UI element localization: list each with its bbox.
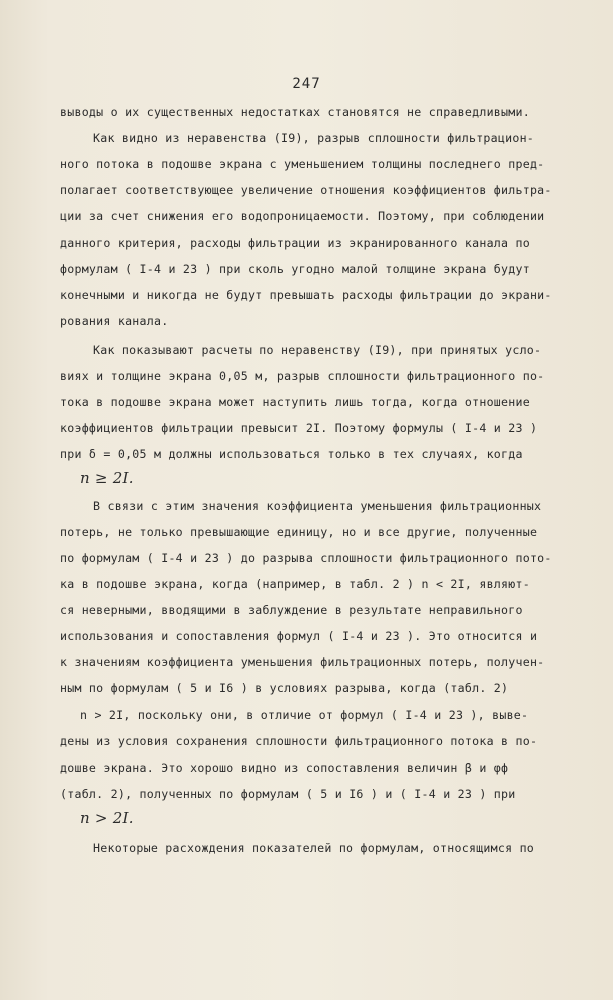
text-line-8: конечными и никогда не будут превышать расходы фильтрации до экрани- (60, 288, 552, 302)
text-line-23: ным по формулам ( 5 и I6 ) в условиях разрыва, когда (табл. 2) (60, 681, 509, 695)
text-line-14: при δ = 0,05 м должны использоваться только в тех случаях, когда (60, 447, 523, 461)
text-line-5: ции за счет снижения его водопроницаемости. Поэтому, при соблюдении (60, 209, 545, 223)
text-line-2: Как видно из неравенства (I9), разрыв сплошности фильтрацион- (93, 131, 535, 145)
text-line-22: к значениям коэффициента уменьшения фильтрационных потерь, получен- (60, 655, 545, 669)
text-line-1: выводы о их существенных недостатках становятся не справедливыми. (60, 105, 530, 119)
text-line-7: формулам ( I-4 и 23 ) при сколь угодно малой толщине экрана будут (60, 262, 530, 276)
text-line-27: (табл. 2), полученных по формулам ( 5 и I6 ) и ( I-4 и 23 ) при (60, 787, 516, 801)
text-line-4: полагает соответствующее увеличение отношения коэффициентов фильтра- (60, 183, 552, 197)
text-line-12: тока в подошве экрана может наступить лишь тогда, когда отношение (60, 395, 530, 409)
text-line-26: дошве экрана. Это хорошо видно из сопоставления величин β и φф (60, 761, 509, 775)
text-line-9: рования канала. (60, 314, 169, 328)
text-line-29: Некоторые расхождения показателей по формулам, относящимся по (93, 841, 535, 855)
text-line-16: В связи с этим значения коэффициента уменьшения фильтрационных (93, 499, 542, 513)
text-line-24: n > 2I, поскольку они, в отличие от формул ( I-4 и 23 ), выве- (80, 708, 529, 722)
text-line-11: виях и толщине экрана 0,05 м, разрыв сплошности фильтрационного по- (60, 369, 545, 383)
text-line-10: Как показывают расчеты по неравенству (I9), при принятых усло- (93, 343, 542, 357)
text-line-21: использования и сопоставления формул ( I-4 и 23 ). Это относится и (60, 629, 538, 643)
text-line-18: по формулам ( I-4 и 23 ) до разрыва сплошности фильтрационного пото- (60, 551, 552, 565)
text-line-28: n > 2I. (80, 809, 134, 827)
page-number: 247 (292, 76, 321, 92)
text-line-3: ного потока в подошве экрана с уменьшением толщины последнего пред- (60, 157, 545, 171)
text-line-6: данного критерия, расходы фильтрации из экранированного канала по (60, 236, 530, 250)
text-line-17: потерь, не только превышающие единицу, но и все другие, полученные (60, 525, 538, 539)
text-line-15: n ≥ 2I. (80, 469, 134, 487)
text-line-25: дены из условия сохранения сплошности фильтрационного потока в по- (60, 734, 538, 748)
text-line-20: ся неверными, вводящими в заблуждение в результате неправильного (60, 603, 523, 617)
text-line-19: ка в подошве экрана, когда (например, в табл. 2 ) n < 2I, являют- (60, 577, 530, 591)
text-line-13: коэффициентов фильтрации превысит 2I. Поэтому формулы ( I-4 и 23 ) (60, 421, 538, 435)
